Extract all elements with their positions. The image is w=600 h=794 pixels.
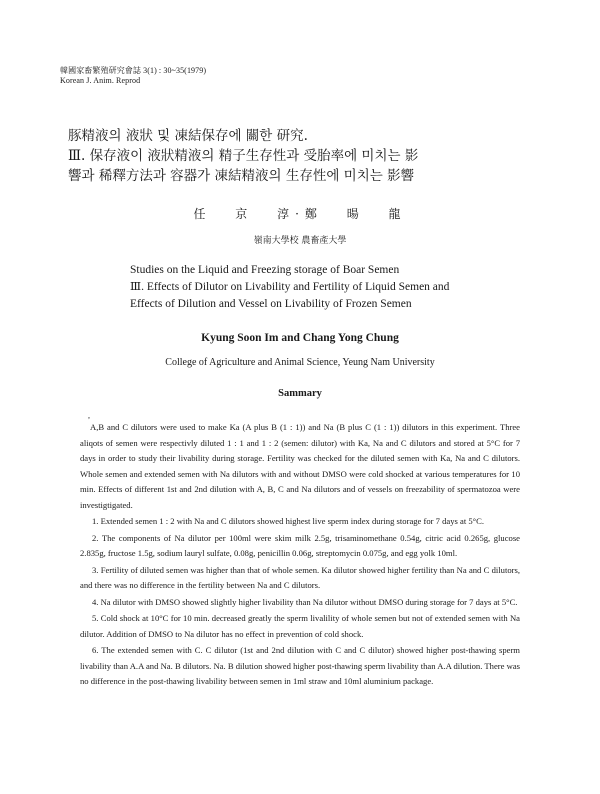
english-authors: Kyung Soon Im and Chang Yong Chung: [201, 332, 399, 344]
summary-paragraph-1: 1. Extended semen 1 : 2 with Na and C dilutors showed highest live sperm index during storage for 7 days at 5°C.: [92, 516, 484, 526]
summary-paragraph-6: 6. The extended semen with C. C dilutor (1st and 2nd dilution with C and C dilutor) showed higher post-thawing sperm livability than A.A and Na. B dilutors. Na. B dilution showed higher post-thawing sperm livability than A.A dilution. There was no difference in the post-thawing livability between semen in 1ml straw and 10ml aluminium package.: [80, 645, 520, 686]
summary-body: [80, 412, 520, 691]
summary-paragraph-3: 3. Fertility of diluted semen was higher than that of whole semen. Ka dilutor showed higher fertility than Na and C dilutors, and there was no difference in the fertility between Na and C dilutors.: [80, 564, 520, 590]
summary-paragraph-5: 5. Cold shock at 10°C for 10 min. decreased greatly the sperm livalility of whole semen but not of extended semen with Na dilutor. Addition of DMSO to Na dilutor has no effect in prevention of cold shock.: [80, 613, 520, 639]
summary-paragraph-4: 4. Na dilutor with DMSO showed slightly higher livability than Na dilutor without DMSO during storage for 7 days at 5°C.: [92, 596, 518, 607]
korean-authors: 任 京 淳·鄭 暘 龍: [193, 207, 407, 221]
korean-title-line-2: Ⅲ. 保存液이 液狀精液의 精子生存性과 受胎率에 미치는 影: [68, 148, 419, 164]
summary-paragraph-intro: A,B and C dilutors were used to make Ka (A plus B (1 : 1)) and Na (B plus C (1 : 1)) dilutors in this experiment. Three aliqots of semen were respectivly diluted 1 : 1 and 1 : 2 (semen: dilutor) with Ka, Na and C dilutors and stored at 5°C for 7 days in order to study their livability during storage. Fertility was checked for the diluted semen with Ka, Na and C dilutors. Whole semen and extended semen with Na dilutors with and without DMSO were cold shocked at various temperatures for 10 min. Effects of different 1st and 2nd dilution with A, B, C and Na dilutors and of vessels on freezability of spermatozoa were investigtigated.: [80, 422, 520, 510]
summary-heading: Sammary: [278, 388, 322, 399]
summary-paragraph-2: 2. The components of Na dilutor per 100ml were skim milk 2.5g, trisaminomethane 0.54g, citric acid 0.265g, glucose 2.835g, fructose 1.5g, sodium lauryl sulfate, 0.08g, penicillin 0.06g, streptomycin 0.075g, and egg yolk 10ml.: [80, 532, 520, 558]
english-title-line-2: Ⅲ. Effects of Dilutor on Livability and Fertility of Liquid Semen and: [130, 281, 450, 293]
korean-title-line-3: 響과 稀釋方法과 容器가 凍結精液의 生存性에 미치는 影響: [68, 168, 415, 184]
korean-affiliation: 嶺南大學校 農畜產大學: [253, 236, 347, 246]
summary-mark: ,: [88, 411, 90, 420]
english-title-line-1: Studies on the Liquid and Freezing storage of Boar Semen: [130, 264, 400, 276]
journal-citation-korean: 韓國家畜繁殖研究會誌 3(1) : 30~35(1979): [60, 66, 207, 75]
journal-citation-english: Korean J. Anim. Reprod: [60, 76, 141, 85]
english-title-line-3: Effects of Dilution and Vessel on Livability of Frozen Semen: [130, 298, 412, 310]
english-title: [130, 262, 510, 313]
korean-title-line-1: 豚精液의 液狀 및 凍結保存에 關한 研究.: [68, 128, 308, 144]
korean-title: [68, 126, 538, 186]
journal-citation: [60, 66, 206, 86]
english-affiliation: College of Agriculture and Animal Science, Yeung Nam University: [165, 357, 435, 368]
